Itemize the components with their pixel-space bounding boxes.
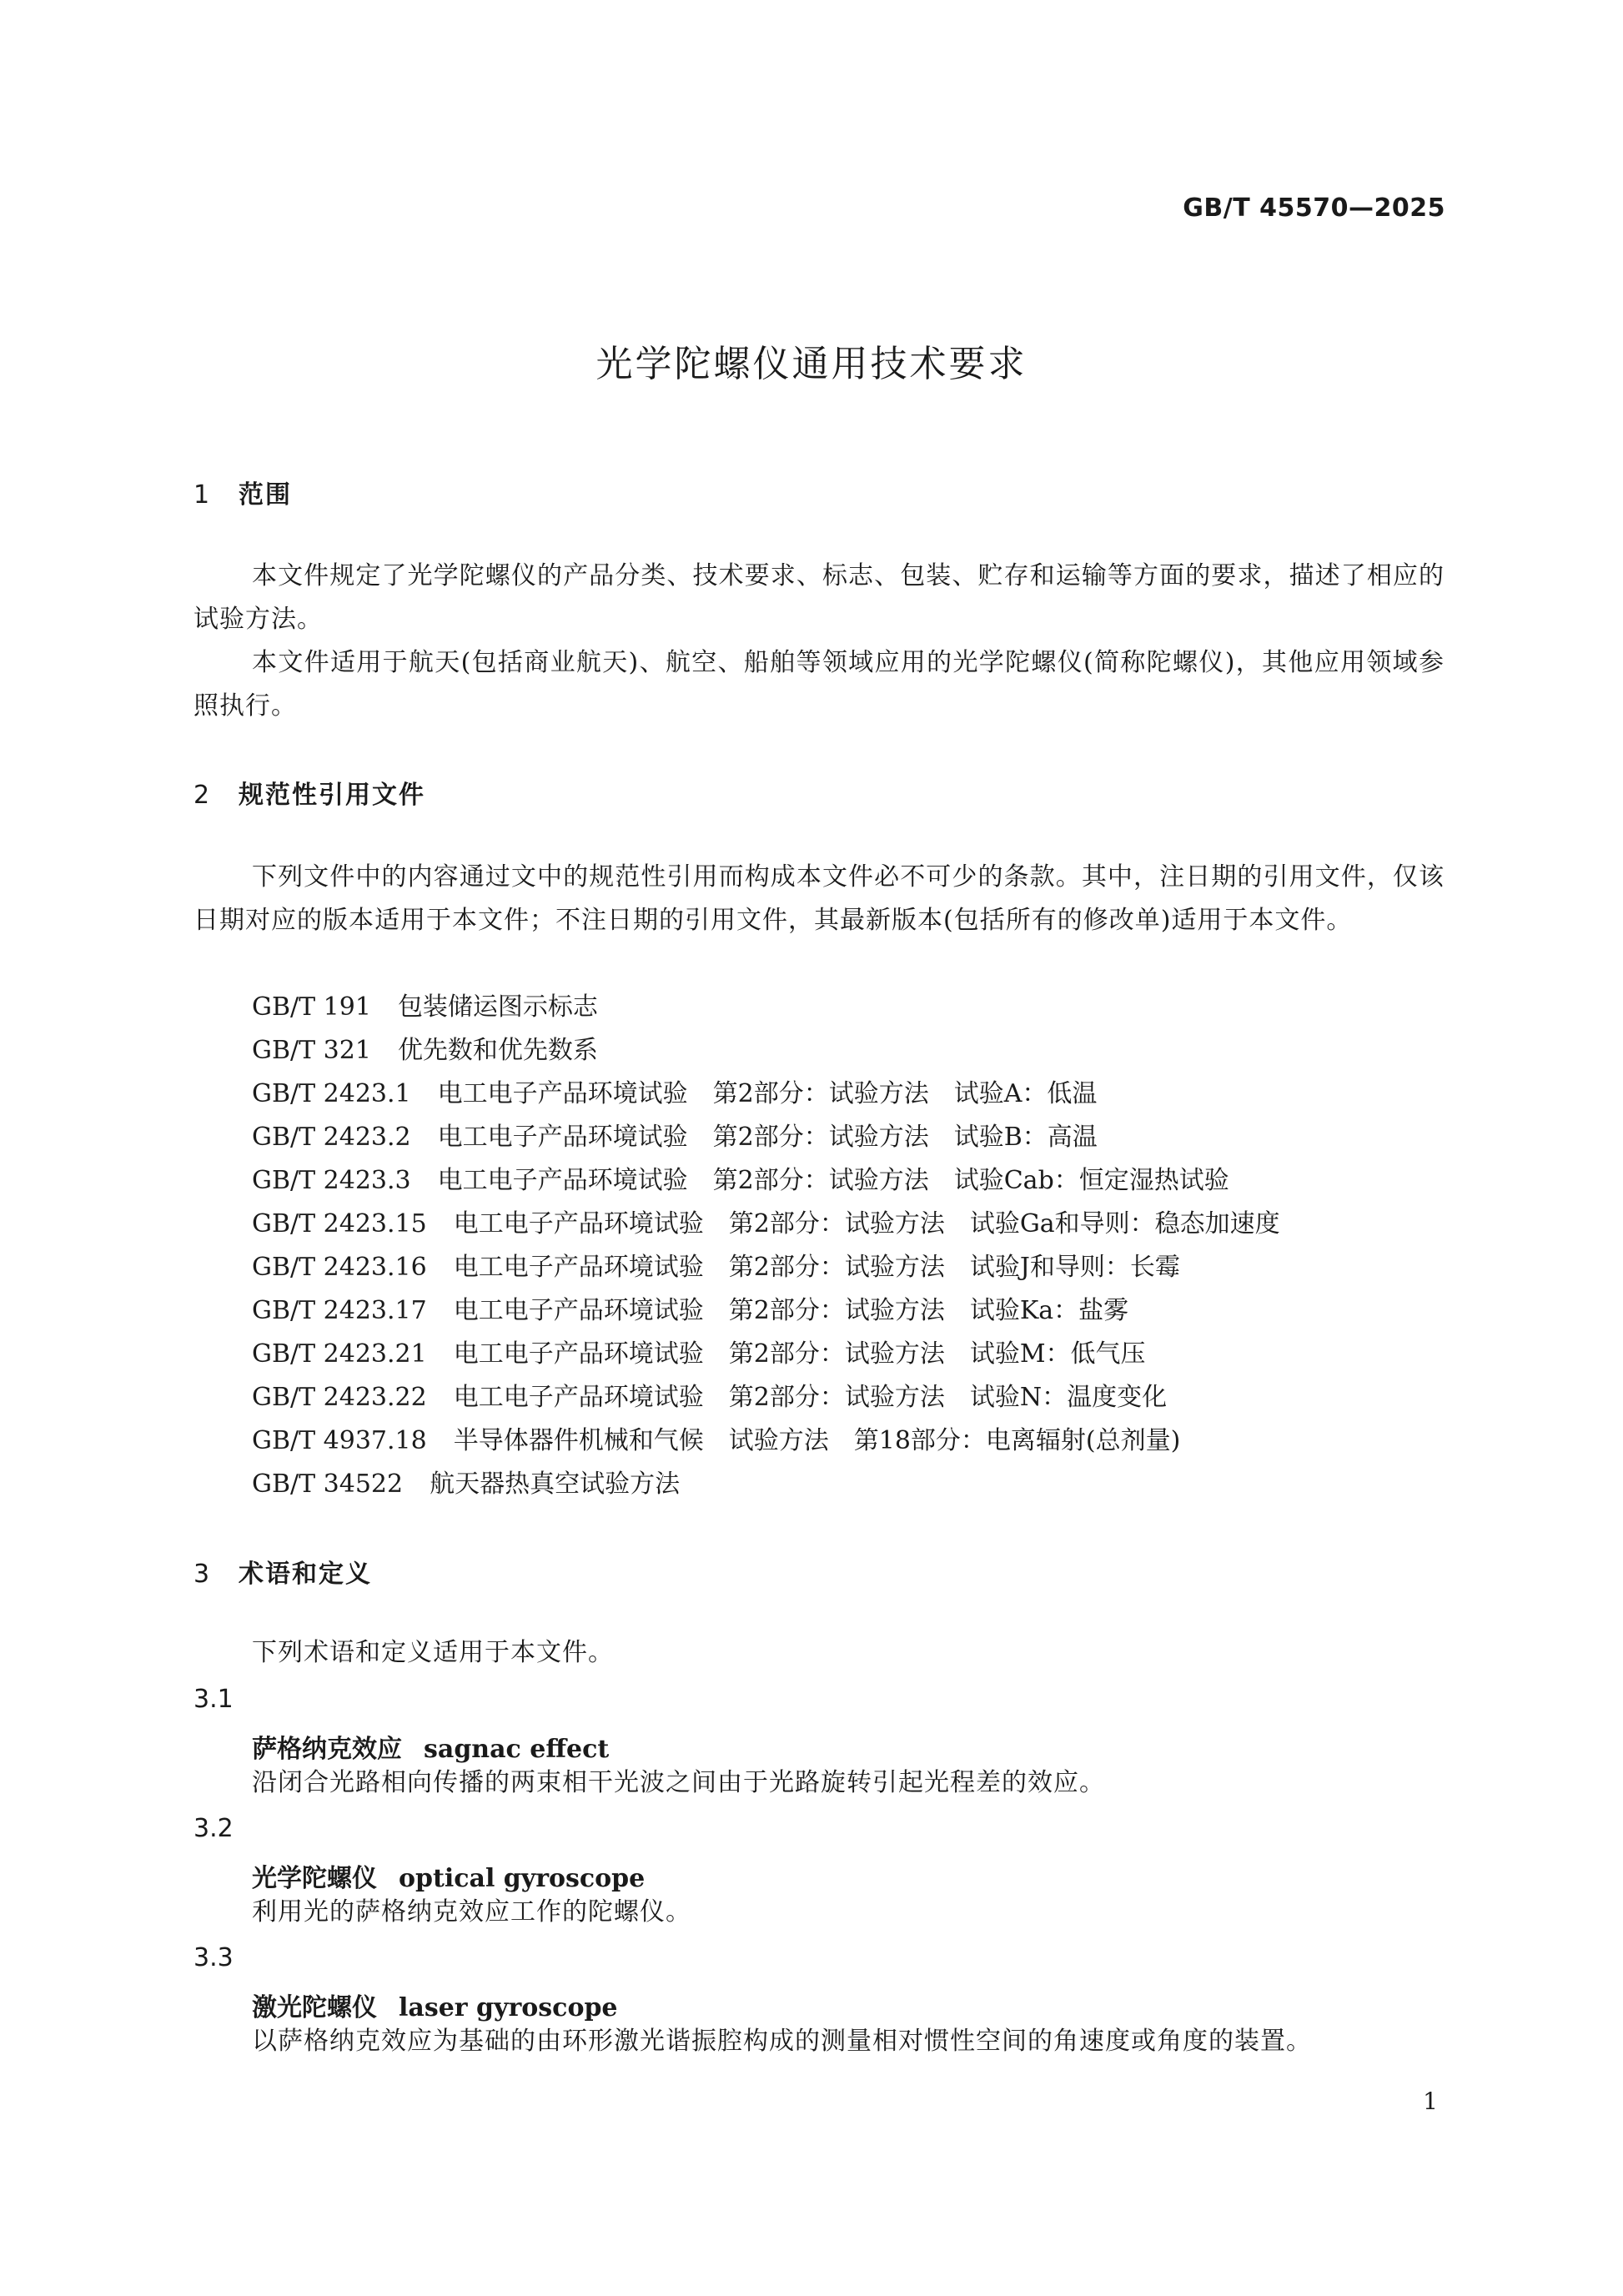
section-number: 2 xyxy=(193,781,212,810)
term-definition: 沿闭合光路相向传播的两束相干光波之间由于光路旋转引起光程差的效应。 xyxy=(252,1768,1105,1797)
references-intro: 下列文件中的内容通过文中的规范性引用而构成本文件必不可少的条款。其中，注日期的引用文件，仅该日期对应的版本适用于本文件；不注日期的引用文件，其最新版本(包括所有的修改单)适用于本文件。 xyxy=(193,862,1445,935)
reference-title: 电工电子产品环境试验 第2部分：试验方法 试验Ga和导则：稳态加速度 xyxy=(453,1209,1280,1238)
reference-item xyxy=(252,1073,1097,1116)
term-name xyxy=(252,1728,609,1765)
reference-item xyxy=(252,986,598,1029)
reference-code: GB/T 321 xyxy=(252,1036,371,1065)
reference-title: 电工电子产品环境试验 第2部分：试验方法 试验J和导则：长霉 xyxy=(453,1253,1180,1282)
section-title: 术语和定义 xyxy=(239,1560,372,1589)
reference-item xyxy=(252,1333,1146,1376)
section-number: 1 xyxy=(193,480,212,510)
scope-paragraph-1: 本文件规定了光学陀螺仪的产品分类、技术要求、标志、包装、贮存和运输等方面的要求，描述了相应的试验方法。 xyxy=(193,561,1445,634)
reference-title: 优先数和优先数系 xyxy=(397,1036,598,1065)
reference-title: 半导体器件机械和气候 试验方法 第18部分：电离辐射(总剂量) xyxy=(453,1426,1181,1455)
reference-code: GB/T 34522 xyxy=(252,1470,404,1499)
scope-paragraph-2: 本文件适用于航天(包括商业航天)、航空、船舶等领域应用的光学陀螺仪(简称陀螺仪)，其他应用领域参照执行。 xyxy=(193,648,1445,721)
reference-title: 电工电子产品环境试验 第2部分：试验方法 试验A：低温 xyxy=(437,1079,1098,1108)
term-name-zh: 萨格纳克效应 xyxy=(252,1735,402,1764)
term-definition: 利用光的萨格纳克效应工作的陀螺仪。 xyxy=(252,1897,691,1927)
reference-code: GB/T 2423.21 xyxy=(252,1339,427,1369)
reference-item xyxy=(252,1376,1167,1419)
reference-title: 电工电子产品环境试验 第2部分：试验方法 试验N：温度变化 xyxy=(453,1383,1168,1412)
reference-code: GB/T 2423.1 xyxy=(252,1079,411,1108)
document-title: 光学陀螺仪通用技术要求 xyxy=(595,343,1028,385)
term-number: 3.2 xyxy=(193,1814,234,1843)
reference-code: GB/T 4937.18 xyxy=(252,1426,427,1455)
section-number: 3 xyxy=(193,1560,212,1589)
reference-item xyxy=(252,1419,1180,1463)
page-number: 1 xyxy=(1423,2088,1438,2115)
reference-item xyxy=(252,1463,680,1506)
reference-title: 航天器热真空试验方法 xyxy=(430,1470,681,1499)
reference-item xyxy=(252,1029,598,1073)
term-definition: 以萨格纳克效应为基础的由环形激光谐振腔构成的测量相对惯性空间的角速度或角度的装置。 xyxy=(252,2027,1312,2056)
reference-item xyxy=(252,1246,1180,1289)
reference-code: GB/T 2423.22 xyxy=(252,1383,427,1412)
term-name-en: sagnac effect xyxy=(424,1735,610,1764)
standard-code: GB/T 45570—2025 xyxy=(1183,193,1445,223)
section-heading-terms xyxy=(193,1553,372,1590)
section-heading-scope xyxy=(193,474,292,510)
reference-title: 电工电子产品环境试验 第2部分：试验方法 试验M：低气压 xyxy=(453,1339,1146,1369)
term-name-zh: 光学陀螺仪 xyxy=(252,1864,377,1893)
term-name xyxy=(252,1857,645,1894)
section-title: 范围 xyxy=(239,480,292,510)
reference-code: GB/T 2423.2 xyxy=(252,1123,411,1152)
reference-title: 电工电子产品环境试验 第2部分：试验方法 试验Cab：恒定湿热试验 xyxy=(437,1166,1229,1195)
reference-code: GB/T 2423.15 xyxy=(252,1209,427,1238)
reference-code: GB/T 2423.17 xyxy=(252,1296,427,1325)
term-name-en: laser gyroscope xyxy=(399,1993,618,2022)
reference-item xyxy=(252,1289,1128,1333)
term-number: 3.1 xyxy=(193,1685,234,1714)
reference-title: 包装储运图示标志 xyxy=(397,992,598,1022)
reference-item xyxy=(252,1203,1280,1246)
reference-code: GB/T 2423.3 xyxy=(252,1166,411,1195)
term-number: 3.3 xyxy=(193,1943,234,1972)
reference-title: 电工电子产品环境试验 第2部分：试验方法 试验Ka：盐雾 xyxy=(453,1296,1129,1325)
term-name xyxy=(252,1987,618,2023)
term-name-en: optical gyroscope xyxy=(399,1864,646,1893)
terms-intro: 下列术语和定义适用于本文件。 xyxy=(252,1638,614,1667)
reference-title: 电工电子产品环境试验 第2部分：试验方法 试验B：高温 xyxy=(437,1123,1098,1152)
reference-code: GB/T 191 xyxy=(252,992,371,1022)
reference-code: GB/T 2423.16 xyxy=(252,1253,427,1282)
term-name-zh: 激光陀螺仪 xyxy=(252,1993,377,2022)
reference-item xyxy=(252,1159,1229,1203)
section-title: 规范性引用文件 xyxy=(239,781,425,810)
reference-item xyxy=(252,1116,1098,1159)
section-heading-references xyxy=(193,774,425,811)
